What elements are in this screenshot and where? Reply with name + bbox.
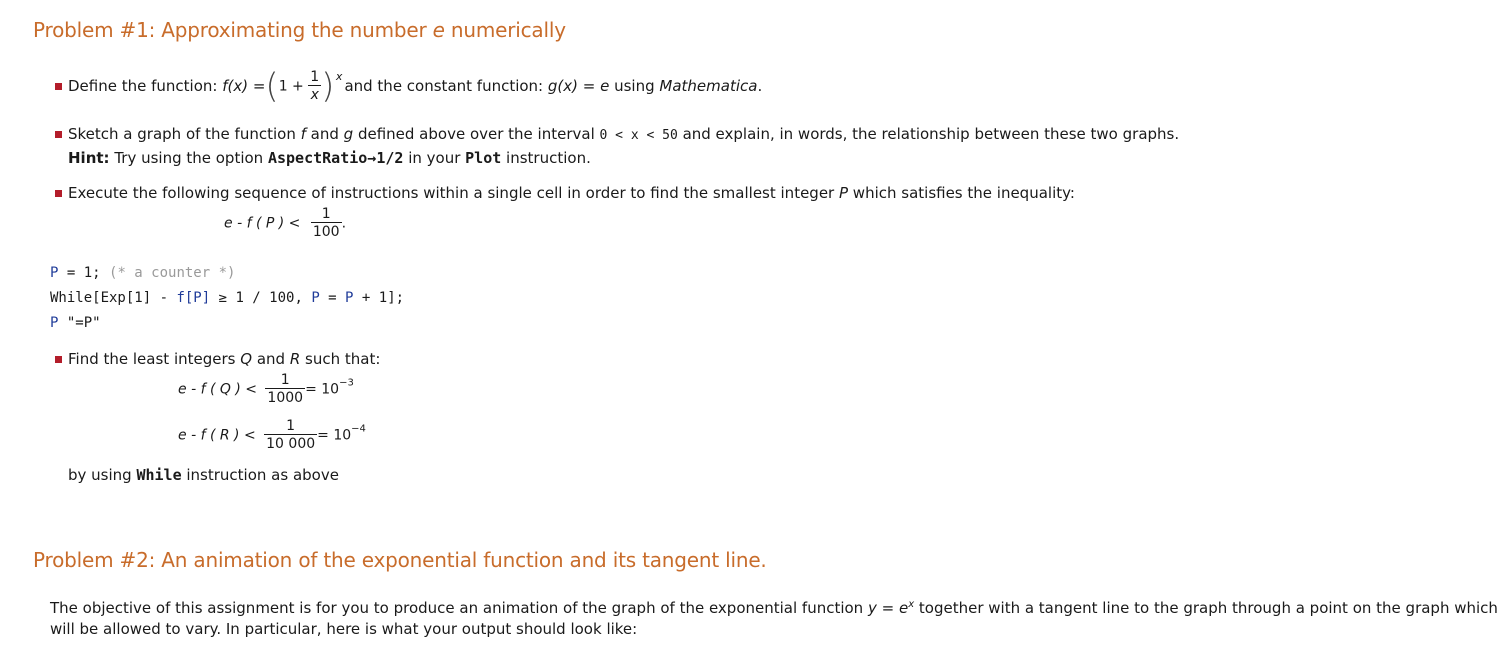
code-line-3[interactable] xyxy=(50,313,101,333)
bullet-find-least-integers xyxy=(68,349,380,369)
b1-frac-den: x xyxy=(308,85,321,104)
p2-x: x xyxy=(908,599,915,610)
code-var-p: P xyxy=(345,290,354,306)
b1-gx: g(x) = e xyxy=(547,77,610,95)
ineq-p-lhs: e - f ( P ) < xyxy=(224,215,305,232)
b3-p: P xyxy=(838,184,849,202)
bullet-define-function xyxy=(68,62,762,110)
code-line-2[interactable] xyxy=(50,288,404,308)
hint-text3: instruction. xyxy=(501,149,591,167)
inequality-p xyxy=(224,206,346,241)
ineq-p-end: . xyxy=(341,215,347,232)
b1-mathematica: Mathematica xyxy=(659,77,758,95)
by-using-while xyxy=(68,465,339,485)
problem2-paragraph-line2: will be allowed to vary. In particular, here is what your output should look like: xyxy=(50,620,638,638)
b2-text2: and xyxy=(305,125,344,143)
ineq-r-num: 1 xyxy=(286,418,296,434)
by-text1: by using xyxy=(68,466,137,484)
b2-f: f xyxy=(300,125,306,143)
hint-text2: in your xyxy=(403,149,466,167)
problem2-title: Problem #2: An animation of the exponential function and its tangent line. xyxy=(33,548,767,572)
by-text2: instruction as above xyxy=(181,466,339,484)
ineq-r-rhs: = 10 xyxy=(317,427,352,444)
b1-fx: f(x) = xyxy=(222,77,266,95)
inequality-q xyxy=(178,372,354,407)
p2-text1: The objective of this assignment is for you to produce an animation of the graph of the exponential function xyxy=(50,599,868,617)
hint-line xyxy=(68,148,591,168)
b2-interval: 0 < x < 50 xyxy=(599,128,678,143)
hint-code-plot: Plot xyxy=(465,149,502,167)
code-line-1[interactable] xyxy=(50,263,235,283)
problem1-title-prefix: Problem #1: Approximating the number xyxy=(33,18,433,42)
b3-text2: which satisfies the inequality: xyxy=(848,184,1075,202)
ineq-q-lhs: e - f ( Q ) < xyxy=(178,381,262,398)
b1-text3: using xyxy=(609,77,660,95)
problem1-title-suffix: numerically xyxy=(444,18,566,42)
bullet-square-icon xyxy=(55,356,62,363)
ineq-q-den: 1000 xyxy=(267,390,304,406)
code-inc: + 1]; xyxy=(353,290,405,306)
p2-e: e xyxy=(898,599,909,617)
b1-plus: + xyxy=(287,78,309,94)
b4-text3: such that: xyxy=(300,350,381,368)
p2-eq: = xyxy=(876,599,899,617)
bullet-execute-sequence xyxy=(68,183,1075,203)
bullet-sketch-graph xyxy=(68,124,1179,146)
problem2-paragraph-line1 xyxy=(50,595,1498,618)
code-assign: = 1; xyxy=(58,265,110,281)
bullet-square-icon xyxy=(55,190,62,197)
b1-one: 1 xyxy=(278,78,288,94)
code-while: While[Exp[1] - xyxy=(50,290,177,306)
code-eq: = xyxy=(319,290,346,306)
by-code-while: While xyxy=(136,466,182,484)
code-fp: f[P] xyxy=(176,290,211,306)
b1-text2: and the constant function: xyxy=(344,77,548,95)
code-var-p: P xyxy=(50,315,59,331)
hint-label: Hint: xyxy=(68,149,110,167)
hint-code-aspectratio: AspectRatio→1/2 xyxy=(267,149,404,167)
b1-formula: (1 + $\frac{1}{x}$ ) x xyxy=(265,66,343,106)
inequality-r xyxy=(178,418,366,453)
b2-text4: and explain, in words, the relationship between these two graphs. xyxy=(677,125,1180,143)
bullet-square-icon xyxy=(55,131,62,138)
b1-dot: . xyxy=(757,77,763,95)
ineq-p-den: 100 xyxy=(312,224,340,240)
code-string: "=P" xyxy=(58,315,101,331)
ineq-r-den: 10 000 xyxy=(266,436,316,452)
b1-frac-num: 1 xyxy=(310,68,320,85)
b4-r: R xyxy=(289,350,301,368)
code-cond: ≥ 1 / 100, xyxy=(210,290,312,306)
p2-text2: together with a tangent line to the graph through a point on the graph which xyxy=(914,599,1498,617)
b2-text1: Sketch a graph of the function xyxy=(68,125,301,143)
b1-text1: Define the function: xyxy=(68,77,223,95)
b3-text1: Execute the following sequence of instructions within a single cell in order to find the smallest integer xyxy=(68,184,839,202)
ineq-r-exp: −4 xyxy=(351,423,366,435)
bullet-square-icon xyxy=(55,83,62,90)
ineq-p-num: 1 xyxy=(321,206,331,222)
b4-text2: and xyxy=(252,350,290,368)
problem1-title xyxy=(33,18,566,42)
code-var-p: P xyxy=(311,290,320,306)
ineq-q-num: 1 xyxy=(280,372,290,388)
ineq-r-lhs: e - f ( R ) < xyxy=(178,427,261,444)
b4-q: Q xyxy=(240,350,253,368)
b4-text1: Find the least integers xyxy=(68,350,241,368)
b1-exp: x xyxy=(335,69,343,83)
ineq-q-rhs: = 10 xyxy=(305,381,340,398)
hint-text1: Try using the option xyxy=(109,149,268,167)
b2-text3: defined above over the interval xyxy=(353,125,600,143)
problem1-title-e: e xyxy=(432,18,445,42)
p2-y: y xyxy=(867,599,877,617)
code-var-p: P xyxy=(50,265,59,281)
code-comment: (* a counter *) xyxy=(109,265,236,281)
ineq-q-exp: −3 xyxy=(339,377,354,389)
b2-g: g xyxy=(343,125,354,143)
